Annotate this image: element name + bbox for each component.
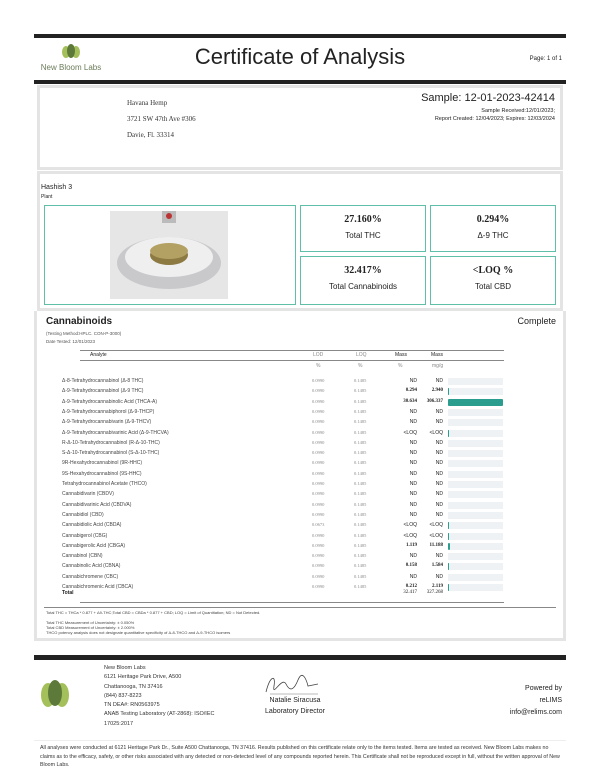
lod-value: 0.0990 xyxy=(312,481,325,486)
mass-mg-value: 2.119 xyxy=(432,584,443,589)
analyte-name: Cannabinolic Acid (CBNA) xyxy=(62,563,121,570)
testing-method: (Testing Method:HPLC. CON-P-3000) xyxy=(46,331,122,336)
date-tested: Date Tested: 12/01/2023 xyxy=(46,339,95,344)
lod-value: 0.0990 xyxy=(312,511,325,517)
lod-value: 0.0990 xyxy=(312,419,325,425)
sample-photo xyxy=(110,211,228,299)
summary-label: Total Cannabinoids xyxy=(328,282,398,291)
mass-mg-value: ND xyxy=(435,378,443,384)
loq-value: 0.1485 xyxy=(354,460,367,466)
powered-by-line: Powered by xyxy=(525,685,562,692)
loq-value: 0.1485 xyxy=(354,450,367,456)
mass-pct-value: <LOQ xyxy=(403,429,417,436)
note-thco: THCO potency analysis does not designate quantitative specificity of Δ-8-THCO and Δ-9-THCO isomers xyxy=(46,630,231,635)
footer-divider xyxy=(34,740,566,741)
mass-pct-value: ND xyxy=(409,439,417,446)
lod-value: 0.0990 xyxy=(312,460,325,466)
loq-value: 0.1485 xyxy=(354,573,367,579)
lab-info-line: (844) 837-8223 xyxy=(104,692,142,699)
analyte-name: 9R-Hexahydrocannabinol (9R-HHC) xyxy=(62,460,143,467)
analyte-name: Cannabigerol (CBG) xyxy=(62,532,108,539)
mass-pct-value: 30.634 xyxy=(403,398,417,404)
analyte-name: Cannabidivarin (CBDV) xyxy=(62,491,114,498)
analyte-name: Cannabidivarinic Acid (CBDVA) xyxy=(62,501,132,508)
lab-info-line: New Bloom Labs xyxy=(104,665,146,671)
disclaimer: All analyses were conducted at 6121 Heritage Park Dr., Suite A500 Chattanooga, TN 37416. Results published on this certificate relate only to the items tested. Items are tested as received. New Bloom Labs makes no claims as to the efficacy, safety, or other risks associated with any detected or non-detected level of any compounds reported herein. This Certificate shall not be reproduced except in full, without the written approval of New Bloom Labs. xyxy=(40,745,560,768)
loq-value: 0.1485 xyxy=(354,439,367,445)
mass-pct-value: 0.158 xyxy=(405,563,417,569)
total-label: Total xyxy=(62,590,74,596)
analyte-name: S-Δ-10-Tetrahydrocannabinol (S-Δ-10-THC) xyxy=(62,450,160,457)
analyte-name: Cannabigerolic Acid (CBGA) xyxy=(62,542,126,549)
lod-value: 0.0990 xyxy=(312,553,325,559)
mass-pct-value: 0.294 xyxy=(405,388,417,394)
mass-pct-value: <LOQ xyxy=(403,532,417,539)
product-type: Plant xyxy=(41,194,53,200)
col-analyte: Analyte xyxy=(90,352,107,358)
loq-value: 0.1485 xyxy=(354,584,367,589)
analyte-name: Δ-9-Tetrahydrocannabivarin (Δ-9-THCV) xyxy=(62,419,152,426)
lod-value: 0.0673 xyxy=(312,522,325,528)
loq-value: 0.1485 xyxy=(354,388,367,394)
sample-info xyxy=(421,92,555,123)
lod-value: 0.0990 xyxy=(312,470,325,476)
lod-value: 0.0990 xyxy=(312,408,325,414)
total-mass-mg: 327.268 xyxy=(426,590,443,595)
mass-pct-value: ND xyxy=(409,491,417,498)
powered-by-line: reLIMS xyxy=(539,697,562,704)
loq-value: 0.1485 xyxy=(354,470,367,476)
summary-label: Δ-9 THC xyxy=(477,231,509,240)
mass-pct-value: <LOQ xyxy=(403,522,417,529)
lod-value: 0.0990 xyxy=(312,501,325,507)
unit-mass-mg: mg/g xyxy=(432,363,444,369)
mass-mg-value: <LOQ xyxy=(429,532,443,539)
client-address xyxy=(127,95,196,143)
loq-value: 0.1485 xyxy=(354,378,367,383)
mass-pct-value: ND xyxy=(409,460,417,467)
mass-mg-value: 11.188 xyxy=(429,542,443,548)
summary-box xyxy=(300,205,426,252)
mass-mg-value: 1.584 xyxy=(431,563,443,569)
cannabinoids-status: Complete xyxy=(517,316,556,326)
col-mass-mg: Mass xyxy=(431,352,443,358)
lab-info-line: ANAB Testing Laboratory (AT-2868): ISO/IEC xyxy=(104,711,215,718)
signature-image xyxy=(262,672,322,696)
summary-value: 32.417% xyxy=(344,265,382,276)
analyte-name: 9S-Hexahydrocannabinol (9S-HHC) xyxy=(62,470,142,477)
powered-by-line: info@relims.com xyxy=(509,709,562,716)
lod-value: 0.0990 xyxy=(312,563,325,569)
loq-value: 0.1485 xyxy=(354,511,367,517)
summary-box xyxy=(300,256,426,305)
mass-mg-value: ND xyxy=(435,460,443,467)
analyte-name: Cannabinol (CBN) xyxy=(62,553,103,560)
loq-value: 0.1485 xyxy=(354,553,367,559)
mass-mg-value: ND xyxy=(435,470,443,477)
mass-mg-value: ND xyxy=(435,553,443,560)
lab-info-line: Chattanooga, TN 37416 xyxy=(104,683,163,690)
mass-mg-value: ND xyxy=(435,573,443,580)
cannabinoids-title: Cannabinoids xyxy=(46,316,113,327)
unit-lod: % xyxy=(316,363,321,369)
loq-value: 0.1485 xyxy=(354,408,367,414)
lod-value: 0.0990 xyxy=(312,584,325,589)
client-address-line2: Davie, Fl. 33314 xyxy=(127,131,175,139)
analyte-name: Δ-9-Tetrahydrocannabivarinic Acid (Δ-9-THCVA) xyxy=(62,429,169,436)
summary-label: Total THC xyxy=(345,231,381,240)
top-rule xyxy=(34,34,566,38)
mass-pct-value: ND xyxy=(409,450,417,457)
analyte-name: Tetrahydrocannabinol Acetate (THCO) xyxy=(62,481,147,487)
mass-pct-value: ND xyxy=(409,408,417,415)
header-rule xyxy=(34,80,566,84)
col-loq: LOQ xyxy=(356,352,367,358)
lod-value: 0.0990 xyxy=(312,388,325,394)
summary-box xyxy=(430,256,556,305)
powered-by xyxy=(510,683,562,719)
loq-value: 0.1485 xyxy=(354,491,367,497)
loq-value: 0.1485 xyxy=(354,419,367,425)
analyte-name: Δ-9-Tetrahydrocannabinol (Δ-9 THC) xyxy=(62,388,144,395)
lab-info-line: TN DEA#: RN0563975 xyxy=(104,702,160,709)
summary-box xyxy=(430,205,556,252)
analyte-name: Δ-9-Tetrahydrocannabiphorol (Δ-9-THCP) xyxy=(62,408,155,415)
lod-value: 0.0990 xyxy=(312,378,325,383)
mass-pct-value: 1.119 xyxy=(406,542,417,548)
lod-value: 0.0990 xyxy=(312,573,325,579)
footer-logo-icon xyxy=(40,680,70,708)
lod-value: 0.0990 xyxy=(312,429,325,435)
lod-value: 0.0990 xyxy=(312,439,325,445)
mass-mg-value: ND xyxy=(435,481,443,487)
signer-name: Natalie Siracusa xyxy=(269,697,321,704)
total-mass-pct: 32.417 xyxy=(403,590,417,595)
sample-id: Sample: 12-01-2023-42414 xyxy=(421,92,555,104)
sample-received: Sample Received:12/01/2023; xyxy=(481,108,555,114)
mass-mg-value: <LOQ xyxy=(429,522,443,529)
mass-mg-value: ND xyxy=(435,419,443,426)
note-cbd-uncertainty: Total CBD Measurement of Uncertainty: ± 2.000% xyxy=(46,625,135,630)
analyte-name: R-Δ-10-Tetrahydrocannabinol (R-Δ-10-THC) xyxy=(62,439,160,446)
lab-info xyxy=(104,664,214,729)
page-number: Page: 1 of 1 xyxy=(529,56,562,62)
analyte-name: Δ-8-Tetrahydrocannabinol (Δ-8 THC) xyxy=(62,378,144,384)
client-address-line1: 3721 SW 47th Ave #306 xyxy=(127,115,196,123)
loq-value: 0.1485 xyxy=(354,532,367,538)
analyte-name: Cannabichromene (CBC) xyxy=(62,573,119,580)
logo xyxy=(36,44,106,72)
mass-mg-value: <LOQ xyxy=(429,429,443,436)
signer-title: Laboratory Director xyxy=(265,708,325,715)
lod-value: 0.0990 xyxy=(312,542,325,548)
lod-value: 0.0990 xyxy=(312,491,325,497)
mass-pct-value: ND xyxy=(409,470,417,477)
page-title: Certificate of Analysis xyxy=(194,44,406,69)
note-formula: Total THC = THCa * 0.877 + Δ9-THC;Total CBD = CBDa * 0.877 + CBD; LOQ = Limit of Quantitation; ND = Not Detected. xyxy=(46,610,261,615)
unit-mass-pct: % xyxy=(398,363,403,369)
unit-loq: % xyxy=(358,363,363,369)
loq-value: 0.1485 xyxy=(354,398,367,404)
leaf-logo-icon xyxy=(61,44,81,58)
lab-info-line: 6121 Heritage Park Drive, A500 xyxy=(104,674,182,681)
mass-mg-value: ND xyxy=(435,491,443,498)
mass-pct-value: ND xyxy=(409,511,417,518)
mass-pct-value: ND xyxy=(409,553,417,560)
loq-value: 0.1485 xyxy=(354,429,367,435)
client-name: Havana Hemp xyxy=(127,99,168,107)
lod-value: 0.0990 xyxy=(312,532,325,538)
analyte-name: Cannabidiolic Acid (CBDA) xyxy=(62,522,122,529)
summary-value: 0.294% xyxy=(476,214,510,225)
mass-mg-value: ND xyxy=(435,511,443,518)
mass-pct-value: ND xyxy=(409,378,417,384)
summary-label: Total CBD xyxy=(474,282,511,291)
mass-pct-value: ND xyxy=(409,501,417,508)
summary-value: 27.160% xyxy=(344,214,382,225)
col-lod: LOD xyxy=(313,352,324,358)
logo-text: New Bloom Labs xyxy=(40,63,102,72)
analyte-name: Δ-9-Tetrahydrocannabinolic Acid (THCA-A) xyxy=(62,398,158,405)
mass-pct-value: ND xyxy=(409,481,417,487)
analyte-name: Cannabidiol (CBD) xyxy=(62,511,104,518)
summary-value: <LOQ % xyxy=(472,265,514,276)
loq-value: 0.1485 xyxy=(354,542,367,548)
mass-pct-value: ND xyxy=(409,419,417,426)
section-border xyxy=(34,311,566,641)
mass-mg-value: 2.940 xyxy=(431,388,443,394)
mass-mg-value: ND xyxy=(435,501,443,508)
mass-pct-value: ND xyxy=(409,573,417,580)
report-dates: Report Created: 12/04/2023; Expires: 12/03/2024 xyxy=(434,116,555,122)
mass-mg-value: ND xyxy=(435,450,443,457)
analyte-name: Cannabichromenic Acid (CBCA) xyxy=(62,584,134,590)
lab-info-line: 17025:2017 xyxy=(104,720,134,727)
footer-rule xyxy=(34,655,566,660)
loq-value: 0.1485 xyxy=(354,563,367,569)
mass-pct-value: 0.212 xyxy=(405,584,417,589)
lod-value: 0.0990 xyxy=(312,450,325,456)
loq-value: 0.1485 xyxy=(354,501,367,507)
note-thc-uncertainty: Total THC Measurement of Uncertainty: ± 0.050% xyxy=(46,620,135,625)
lod-value: 0.0990 xyxy=(312,398,325,404)
loq-value: 0.1485 xyxy=(354,522,367,528)
loq-value: 0.1485 xyxy=(354,481,367,486)
col-mass-pct: Mass xyxy=(395,352,407,358)
product-name: Hashish 3 xyxy=(41,184,73,191)
mass-mg-value: ND xyxy=(435,439,443,446)
mass-mg-value: 306.337 xyxy=(426,398,443,404)
mass-mg-value: ND xyxy=(435,408,443,415)
